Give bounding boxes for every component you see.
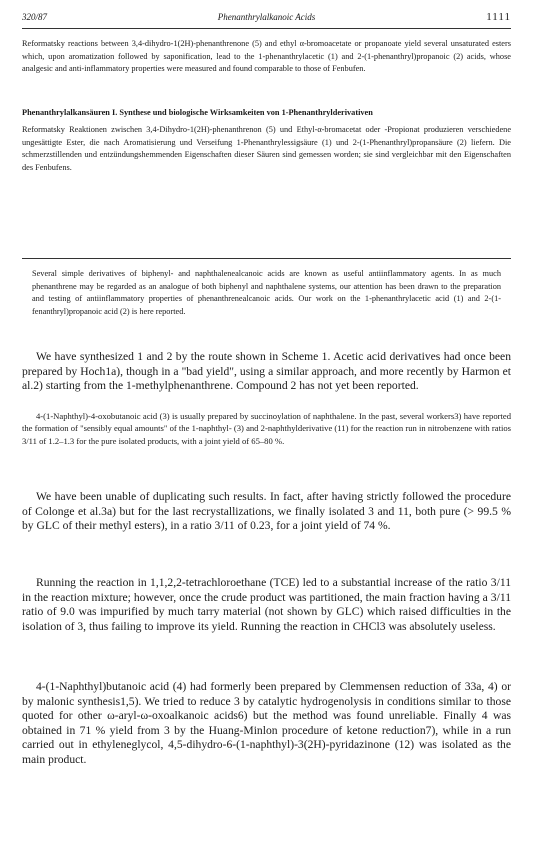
body-paragraph-4: Running the reaction in 1,1,2,2-tetrachloroethane (TCE) led to a substantial increase of the ratio 3/11 in the reaction mixture; however, once the crude product was partitioned, the main fraction having a 3/11 ratio of 9.0 was impurified by much tarry material (not shown by GLC) which raised difficulties in the isolation of 3, thus failing to improve its yield. Running the reaction in CHCl3 was absolutely useless. (22, 576, 511, 633)
body-paragraph-3: We have been unable of duplicating such results. In fact, after having strictly followed the procedure of Colonge et al.3a) but for the last recrystallizations, we finally isolated 3 and 11, both pure (> 99.5 % by GLC of their methyl esters), in a ratio 3/11 of 0.23, for a joint yield of 74 %. (22, 490, 511, 533)
body-paragraph-1: We have synthesized 1 and 2 by the route shown in Scheme 1. Acetic acid derivatives had once been prepared by Hoch1a), though in a "bad yield", using a similar approach, and more recently by Harmon et al.2) starting from the 1-methylphenanthrene. Compound 2 has not yet been reported. (22, 350, 511, 393)
introduction-paragraph: Several simple derivatives of biphenyl- and naphthalenealcanoic acids are known as useful antiinflammatory agents. In as much phenanthrene may be regarded as an analogue of both biphenyl and naphthalene systems, our attention has been drawn to the preparation and testing of antiinflammatory properties of phenanthrenealcanoic acids. Our work on the 1-phenanthrylacetic acid (1) and 2-(1-fenanthryl)propanoic acid (2) is here reported. (32, 269, 501, 316)
running-title: Phenanthrylalkanoic Acids (217, 12, 316, 22)
german-abstract: Reformatsky Reaktionen zwischen 3,4-Dihydro-1(2H)-phenanthrenon (5) und Ethyl-α-bromacetat oder -Propionat produzieren verschiedene ungesättigte Ester, die nach Aromatisierung und Verseifung 1-Phenanthrylessigsäure (1) und 2-(1-Phenanthryl)propansäure (2) liefern. Die schmerzstillenden und entzündungshemmenden Eigenschaften dieser Säuren sind gemessen worden; sie sind vergleichbar mit den Eigenschaften des Fenbufens. (22, 125, 511, 172)
page-number: 1111 (486, 11, 511, 23)
body-paragraph-5: 4-(1-Naphthyl)butanoic acid (4) had formerly been prepared by Clemmensen reduction of 33a, 4) or by malonic synthesis1,5). We tried to reduce 3 by catalytic hydrogenolysis in conditions similar to those quoted for other ω-aryl-ω-oxoalkanoic acids6) but the method was found unreliable. Finally 4 was obtained in 71 % yield from 3 by the Huang-Minlon procedure of ketone reduction7), while in a run carried out in ethyleneglycol, 4,5-dihydro-6-(1-naphthyl)-3(2H)-pyridazinone (12) was isolated as the main product. (22, 680, 511, 766)
body-paragraph-2: 4-(1-Naphthyl)-4-oxobutanoic acid (3) is usually prepared by succinoylation of naphthalene. In the past, several workers3) have reported the formation of "sensibly equal amounts" of the 1-naphthyl- (3) and 2-naphthylderivative (11) for the reaction run in nitrobenzene with ratios 3/11 of 1.2–1.3 for the pure isolated products, with a joint yield of 65–80 %. (22, 411, 511, 446)
english-abstract: Reformatsky reactions between 3,4-dihydro-1(2H)-phenanthrenone (5) and ethyl α-bromoacetate or propanoate yield several unsaturated esters which, upon aromatization followed by saponification, lead to the 1-phenanthrylacetic (1) and 2-(1-phenanthryl)propanoic (2) acids, whose analgesic and anti-inflammatory properties were measured and found comparable to those of Fenbufen. (22, 39, 511, 73)
section-divider (22, 258, 511, 259)
german-title: Phenanthrylalkansäuren I. Synthese und biologische Wirksamkeiten von 1-Phenanthrylderivativen (22, 108, 373, 117)
journal-reference: 320/87 (22, 12, 48, 22)
running-header (22, 12, 511, 29)
